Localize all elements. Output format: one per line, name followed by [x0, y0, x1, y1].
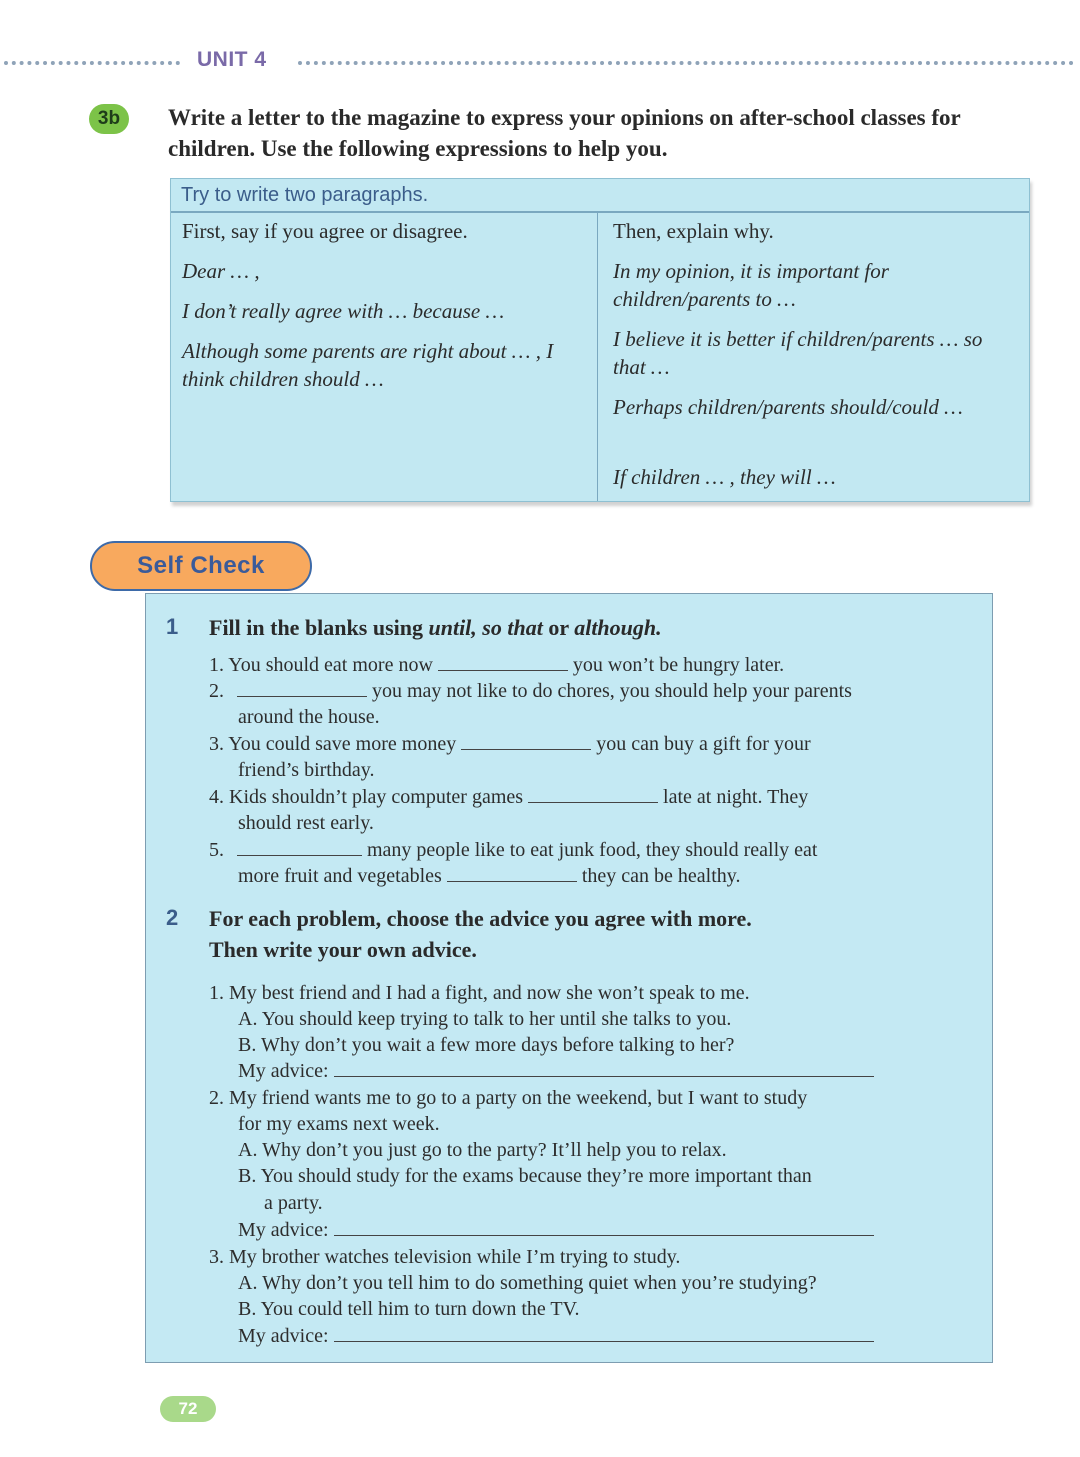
option-text: You should study for the exams because they’re more important than [260, 1165, 812, 1187]
keyword-until: until, [428, 615, 477, 640]
problem-line [209, 1085, 807, 1111]
sentence-part: you can buy a gift for your [596, 733, 811, 755]
advice-input[interactable] [334, 1235, 874, 1236]
expressions-left-column [171, 213, 598, 501]
fill-blank-line: friend’s birthday. [238, 759, 375, 781]
expressions-box [170, 178, 1030, 502]
advice-line [238, 1323, 874, 1349]
problem-text: My best friend and I had a fight, and now she won’t speak to me. [229, 982, 750, 1004]
left-column-heading: First, say if you agree or disagree. [182, 219, 468, 243]
expression-item: Perhaps children/parents should/could … [613, 395, 963, 419]
item-number: 2. [209, 680, 224, 702]
problem-line-cont: for my exams next week. [238, 1113, 440, 1135]
expressions-right-column [598, 213, 1029, 501]
option-label: A. [238, 1008, 258, 1030]
self-check-label: Self Check [90, 541, 312, 591]
option-label: A. [238, 1139, 258, 1161]
option-label: B. [238, 1165, 257, 1187]
problem-text: My brother watches television while I’m trying to study. [229, 1246, 681, 1268]
fill-blank-line [209, 678, 852, 704]
sentence-part: they can be healthy. [581, 865, 741, 887]
fill-blank-line [238, 863, 740, 889]
sentence-part: you won’t be hungry later. [572, 654, 785, 676]
keyword-so-that: so that [482, 615, 543, 640]
item-number: 3. [209, 733, 224, 755]
part2-title-line2: Then write your own advice. [209, 937, 477, 962]
fill-blank-line [209, 731, 811, 757]
sentence-part: more fruit and vegetables [238, 865, 442, 887]
fill-blank-line: should rest early. [238, 812, 374, 834]
fill-blank-line [209, 652, 784, 678]
fill-blank-line: around the house. [238, 706, 380, 728]
sentence-part: late at night. They [663, 786, 809, 808]
blank-field[interactable] [528, 802, 658, 803]
advice-input[interactable] [334, 1341, 874, 1342]
option-b-cont: a party. [264, 1192, 323, 1214]
self-check-box [145, 593, 993, 1363]
fill-blank-line [209, 784, 808, 810]
sentence-part: Kids shouldn’t play computer games [229, 786, 524, 808]
option-text: Why don’t you tell him to do something quiet when you’re studying? [262, 1272, 817, 1294]
advice-input[interactable] [334, 1076, 874, 1077]
keyword-although: although. [574, 615, 662, 640]
expression-item: In my opinion, it is important for children/parents to … [613, 259, 889, 311]
option-text: Why don’t you just go to the party? It’ll help you to relax. [262, 1139, 727, 1161]
option-text: Why don’t you wait a few more days before talking to her? [260, 1034, 735, 1056]
expression-item: Although some parents are right about … , I think children should … [182, 339, 554, 391]
item-number: 2. [209, 1087, 224, 1109]
right-column-heading: Then, explain why. [613, 219, 774, 243]
part2-number: 2 [166, 905, 179, 930]
sentence-part: You could save more money [228, 733, 457, 755]
fill-blank-line [209, 837, 817, 863]
unit-label: UNIT 4 [197, 48, 267, 71]
problem-line [209, 980, 750, 1006]
advice-line [238, 1058, 874, 1084]
problem-line [209, 1244, 680, 1270]
blank-field[interactable] [447, 881, 577, 882]
expression-item: I don’t really agree with … because … [182, 299, 505, 323]
expressions-heading: Try to write two paragraphs. [171, 179, 1029, 213]
part1-title [209, 612, 662, 643]
problem-text: My friend wants me to go to a party on the weekend, but I want to study [229, 1087, 808, 1109]
part1-number: 1 [166, 614, 179, 639]
part2-title-line1: For each problem, choose the advice you agree with more. [209, 906, 752, 931]
option-b [238, 1163, 812, 1189]
option-a [238, 1137, 727, 1163]
option-a [238, 1270, 817, 1296]
advice-label: My advice: [238, 1325, 329, 1347]
expression-item: Dear … , [182, 259, 260, 283]
item-number: 1. [209, 654, 224, 676]
header-dots-right [298, 61, 1074, 65]
option-label: B. [238, 1034, 257, 1056]
blank-field[interactable] [237, 696, 367, 697]
option-text: You should keep trying to talk to her until she talks to you. [261, 1008, 732, 1030]
page-number: 72 [160, 1396, 216, 1422]
item-number: 3. [209, 1246, 224, 1268]
option-b [238, 1296, 580, 1322]
item-number: 5. [209, 839, 224, 861]
advice-label: My advice: [238, 1060, 329, 1082]
title-text: Fill in the blanks using [209, 615, 429, 640]
option-text: You could tell him to turn down the TV. [260, 1298, 580, 1320]
expression-item: If children … , they will … [613, 465, 836, 489]
blank-field[interactable] [461, 749, 591, 750]
sentence-part: many people like to eat junk food, they should really eat [367, 839, 818, 861]
advice-label: My advice: [238, 1219, 329, 1241]
expression-item: I believe it is better if children/parents … so that … [613, 327, 983, 379]
option-a [238, 1006, 731, 1032]
advice-line [238, 1217, 874, 1243]
blank-field[interactable] [438, 670, 568, 671]
option-b [238, 1032, 734, 1058]
item-number: 1. [209, 982, 224, 1004]
sentence-part: you may not like to do chores, you should help your parents [372, 680, 852, 702]
title-text: or [542, 615, 575, 640]
task-instruction: Write a letter to the magazine to express your opinions on after-school classes for children. Use the following expressions to help you. [168, 105, 961, 161]
task-badge: 3b [89, 104, 129, 134]
option-label: A. [238, 1272, 258, 1294]
option-label: B. [238, 1298, 257, 1320]
item-number: 4. [209, 786, 224, 808]
blank-field[interactable] [237, 855, 362, 856]
sentence-part: You should eat more now [228, 654, 433, 676]
header-dots-left [4, 61, 180, 65]
